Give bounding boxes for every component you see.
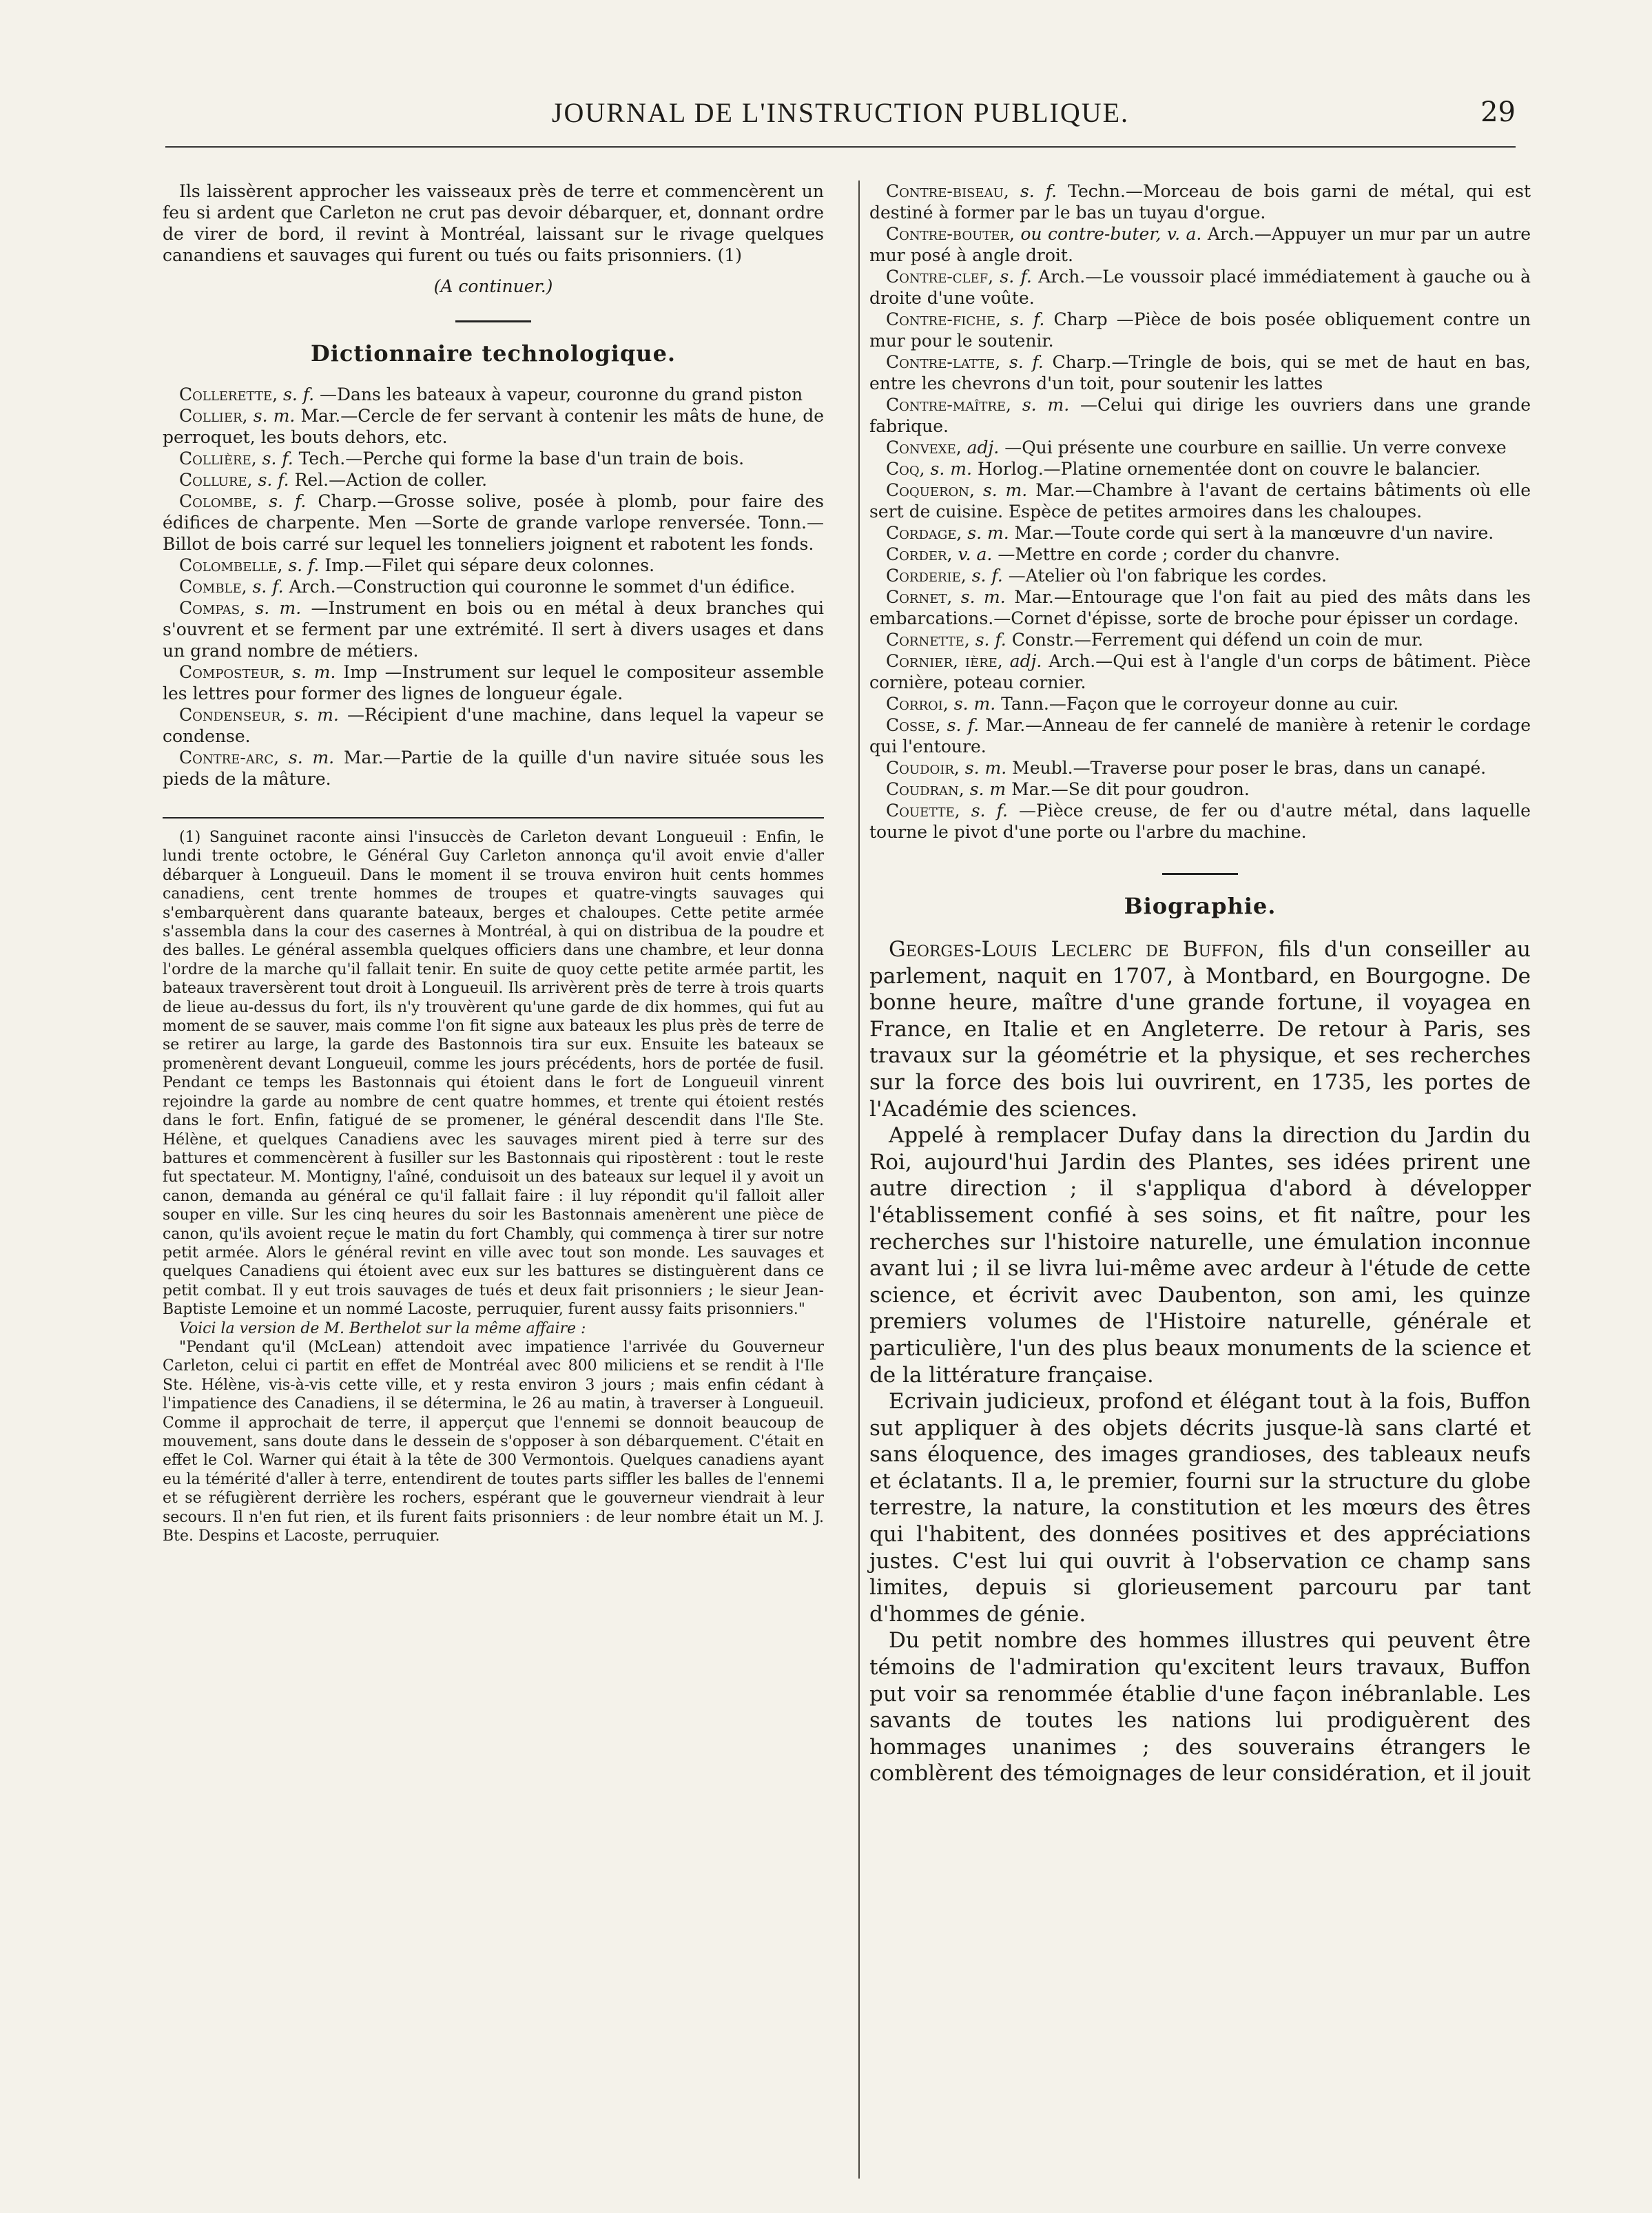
entry-grammar: ou contre-buter, v. a. <box>1014 224 1208 244</box>
entry-grammar: v. a. <box>952 544 998 564</box>
entry-definition: Techn.—Morceau de bois garni de métal, qui est destiné à former par le bas un tuyau d'orgue. <box>869 181 1531 223</box>
dictionary-entry <box>869 458 1531 480</box>
entry-definition: Meubl.—Traverse pour poser le bras, dans un canapé. <box>1012 758 1487 778</box>
dictionary-entry <box>163 704 824 747</box>
entry-term: Compas, <box>179 598 246 618</box>
entry-definition: Arch.—Qui est à l'angle d'un corps de bâtiment. Pièce cornière, poteau cornier. <box>869 651 1531 692</box>
entry-definition: —Atelier où l'on fabrique les cordes. <box>1008 566 1328 586</box>
dictionary-entry <box>869 480 1531 522</box>
entry-term: Collure, <box>179 470 253 490</box>
entry-grammar: s. m. <box>959 758 1013 778</box>
dictionary-entry <box>163 597 824 661</box>
dictionary-entries-right <box>869 181 1531 843</box>
entry-term: Coudran, <box>886 779 964 799</box>
entry-term: Corder, <box>886 544 953 564</box>
entry-term: Cornet, <box>886 587 953 607</box>
entry-definition: Arch.—Construction qui couronne le sommet d'un édifice. <box>289 577 796 597</box>
entry-grammar: s. m. <box>962 523 1015 543</box>
entry-term: Coq, <box>886 459 925 479</box>
entry-definition: Imp —Instrument sur lequel le compositeur assemble les lettres pour former des lignes de longueur égale. <box>163 662 824 703</box>
dictionary-entry <box>869 522 1531 544</box>
dictionary-entry <box>163 747 824 790</box>
entry-definition: —Mettre en corde ; corder du chanvre. <box>998 544 1341 564</box>
entry-grammar: s. f. <box>1009 181 1068 201</box>
dictionary-entry <box>163 576 824 597</box>
section-rule <box>1162 873 1238 875</box>
entry-term: Coudoir, <box>886 758 960 778</box>
footnote-berthelot-intro: Voici la version de M. Berthelot sur la même affaire : <box>179 1319 586 1337</box>
entry-grammar: s. f. <box>252 470 295 490</box>
biography-paragraph <box>869 936 1531 1122</box>
dictionary-heading: Dictionnaire technologique. <box>310 340 677 367</box>
entry-term: Colombe, <box>179 491 258 511</box>
biography-paragraph <box>869 1122 1531 1388</box>
entry-grammar: s. f. <box>960 801 1019 821</box>
biography-paragraph-text: Du petit nombre des hommes illustres qui peuvent être témoins de l'admiration qu'excitent leurs travaux, Buffon put voir sa renommée établie d'une façon inébranlable. Les savants de toutes les nations lui prodiguèrent des hommages unanimes ; des souverains étrangers le comblèrent des témoignages de leur considération, et il jouit <box>869 1628 1531 1787</box>
entry-definition: Imp.—Filet qui sépare deux colonnes. <box>324 555 655 575</box>
entry-term: Contre-latte, <box>886 352 1001 372</box>
dictionary-entry <box>869 693 1531 714</box>
entry-grammar: s. m. <box>1011 395 1081 415</box>
entry-definition: Mar.—Entourage que l'on fait au pied des mâts dans les embarcations.—Cornet d'épisse, sorte de broche pour épisser un cordage. <box>869 587 1531 628</box>
entry-term: Contre-arc, <box>179 748 280 768</box>
journal-title: JOURNAL DE L'INSTRUCTION PUBLIQUE. <box>551 97 1130 128</box>
entry-term: Cordage, <box>886 523 962 543</box>
entry-definition: Mar.—Anneau de fer cannelé de manière à retenir le cordage qui l'entoure. <box>869 715 1531 756</box>
entry-grammar: s. m. <box>245 598 311 618</box>
entry-term: Collière, <box>179 449 257 469</box>
dictionary-entry <box>869 309 1531 351</box>
entry-definition: Mar.—Se dit pour goudron. <box>1011 779 1250 799</box>
biography-paragraph-text: Appelé à remplacer Dufay dans la direction du Jardin du Roi, aujourd'hui Jardin des Plantes, ses idées prirent une autre direction ; il s'appliqua d'abord à développer l'établissement confié à ses soins, et fit naître, pour les recherches sur l'histoire naturelle, une émulation inconnue avant lui ; il se livra lui-même avec ardeur à l'étude de cette science, et écrivit avec Daubenton, son ami, les quinze premiers volumes de l'Histoire naturelle, générale et particulière, l'un des plus beaux monuments de la science et de la littérature française. <box>869 1123 1531 1388</box>
entry-definition: Arch.—Appuyer un mur par un autre mur posé à angle droit. <box>869 224 1531 265</box>
entry-term: Cornier, ière, <box>886 651 1003 671</box>
biography-paragraph-text: fils d'un conseiller au parlement, naquit en 1707, à Montbard, en Bourgogne. De bonne heure, maître d'une grande fortune, il voyagea en France, en Italie et en Angleterre. De retour à Paris, ses travaux sur la géométrie et la physique, et ses recherches sur la force des bois lui ouvrirent, en 1735, les portes de l'Académie des sciences. <box>869 937 1531 1122</box>
dictionary-entry <box>869 800 1531 843</box>
dictionary-entry <box>869 779 1531 800</box>
entry-definition: Tann.—Façon que le corroyeur donne au cuir. <box>1001 694 1399 714</box>
continued-text: Ils laissèrent approcher les vaisseaux près de terre et commencèrent un feu si ardent que Carleton ne crut pas devoir débarquer, et, donnant ordre de virer de bord, il revint à Montréal, laissant sur le rivage quelques canandiens et sauvages qui furent ou tués ou faits prisonniers. (1) <box>163 181 824 265</box>
entry-grammar: s. f. <box>247 577 289 597</box>
entry-definition: —Instrument en bois ou en métal à deux branches qui s'ouvrent et se ferment par une extrémité. Il sert à divers usages et dans un grand nombre de métiers. <box>163 598 824 661</box>
dictionary-entries-left <box>163 384 824 790</box>
footnotes <box>163 817 824 1545</box>
dictionary-entry <box>163 469 824 491</box>
entry-grammar: s. f. <box>256 449 299 469</box>
entry-grammar: s. m. <box>286 705 347 725</box>
entry-grammar: s. m. <box>279 748 344 768</box>
dictionary-entry <box>869 629 1531 650</box>
entry-definition: Arch.—Le voussoir placé immédiatement à gauche ou à droite d'une voûte. <box>869 267 1531 308</box>
entry-definition: Mar.—Cercle de fer servant à contenir les mâts de hune, de perroquet, les bouts dehors, etc. <box>163 406 824 447</box>
dictionary-entry <box>869 650 1531 693</box>
entry-term: Corderie, <box>886 566 967 586</box>
page-number: 29 <box>1480 96 1516 128</box>
entry-term: Convexe, <box>886 438 962 457</box>
entry-grammar: s. m. <box>247 406 301 426</box>
entry-definition: —Récipient d'une machine, dans lequel la vapeur se condense. <box>163 705 824 746</box>
entry-term: Collier, <box>179 406 248 426</box>
dictionary-entry <box>869 544 1531 565</box>
dictionary-entry <box>163 491 824 555</box>
footnote-berthelot: "Pendant qu'il (McLean) attendoit avec impatience l'arrivée du Gouverneur Carleton, celui ci partit en effet de Montréal avec 800 miliciens et se rendit à l'Ile Ste. Hélène, vis-à-vis cette ville, et y resta environ 3 jours ; mais enfin cédant à l'impatience des Canadiens, il se détermina, le 26 au matin, à traverser à Longueuil. Comme il approchait de terre, il apperçut que l'ennemi se donnoit beaucoup de mouvement, sans doute dans le dessein de s'opposer à son débarquement. C'était en effet le Col. Warner qui était à la tête de 300 Vermontois. Quelques canadiens ayant eu la témérité d'aller à terre, entendirent de toutes parts siffler les balles de l'ennemi et se réfugièrent derrière les rochers, espérant que le gouverneur viendrait à leur secours. Il n'en fut rien, et ils furent faits prisonniers : de leur nombre était un M. J. Bte. Despins et Lacoste, perruquier. <box>163 1338 824 1545</box>
entry-definition: Mar.—Toute corde qui sert à la manœuvre d'un navire. <box>1014 523 1494 543</box>
entry-term: Cornette, <box>886 630 970 650</box>
entry-definition: Mar.—Partie de la quille d'un navire située sous les pieds de la mâture. <box>163 748 824 789</box>
entry-definition: Rel.—Action de coller. <box>294 470 488 490</box>
biography-paragraph <box>869 1388 1531 1627</box>
header-rule <box>165 146 1516 148</box>
dictionary-entry <box>869 181 1531 223</box>
to-be-continued: (A continuer.) <box>433 276 553 296</box>
entry-definition: —Dans les bateaux à vapeur, couronne du grand piston <box>320 384 803 404</box>
entry-term: Contre-biseau, <box>886 181 1009 201</box>
entry-term: Contre-fiche, <box>886 309 1001 329</box>
entry-grammar: s. m. <box>974 480 1036 500</box>
dictionary-entry <box>869 394 1531 437</box>
entry-definition: Horlog.—Platine ornementée dont on couvre le balancier. <box>977 459 1481 479</box>
entry-definition: —Qui présente une courbure en saillie. Un verre convexe <box>1004 438 1507 457</box>
dictionary-entry <box>163 448 824 469</box>
entry-term: Contre-maître, <box>886 395 1011 415</box>
entry-definition: Constr.—Ferrement qui défend un coin de mur. <box>1011 630 1423 650</box>
entry-grammar: s. f. <box>969 630 1012 650</box>
entry-grammar: s. m. <box>285 662 344 682</box>
entry-grammar: s. f. <box>940 715 986 735</box>
dictionary-entry <box>869 266 1531 309</box>
dictionary-entry <box>869 437 1531 458</box>
entry-term: Condenseur, <box>179 705 287 725</box>
entry-definition: Mar.—Chambre à l'avant de certains bâtiments où elle sert de cuisine. Espèce de petites armoires dans les chaloupes. <box>869 480 1531 522</box>
entry-term: Colombelle, <box>179 555 283 575</box>
column-divider <box>858 181 860 2179</box>
left-column <box>163 181 824 1545</box>
right-column <box>869 181 1531 1787</box>
entry-term: Comble, <box>179 577 247 597</box>
biography-paragraph <box>869 1627 1531 1787</box>
entry-grammar: adj. <box>961 438 1005 457</box>
entry-grammar: s. f. <box>1000 352 1053 372</box>
entry-definition: Charp.—Tringle de bois, qui se met de haut en bas, entre les chevrons d'un toit, pour soutenir les lattes <box>869 352 1531 393</box>
dictionary-entry <box>163 384 824 405</box>
entry-grammar: s. f. <box>282 555 325 575</box>
entry-term: Composteur, <box>179 662 285 682</box>
entry-term: Cosse, <box>886 715 941 735</box>
page-header <box>165 96 1516 135</box>
entry-definition: —Pièce creuse, de fer ou d'autre métal, dans laquelle tourne le pivot d'une porte ou l'arbre du machine. <box>869 801 1531 842</box>
entry-grammar: s. f. <box>278 384 320 404</box>
entry-definition: —Celui qui dirige les ouvriers dans une grande fabrique. <box>869 395 1531 436</box>
biography-paragraph-text: Ecrivain judicieux, profond et élégant tout à la fois, Buffon sut appliquer à des objets décrits jusque-là sans clarté et sans éloquence, des images grandioses, des tableaux neufs et éclatants. Il a, le premier, fourni sur la structure du globe terrestre, la nature, la constitution et les mœurs des êtres qui l'habitent, des données positives et des appréciations justes. C'est lui qui ouvrit à l'observation ce champ sans limites, depuis si glorieusement parcouru par tant d'hommes de génie. <box>869 1389 1531 1627</box>
dictionary-entry <box>869 757 1531 779</box>
entry-term: Couette, <box>886 801 960 821</box>
entry-grammar: s. f. <box>993 267 1039 287</box>
entry-definition: Tech.—Perche qui forme la base d'un train de bois. <box>298 449 745 469</box>
entry-term: Collerette, <box>179 384 278 404</box>
entry-grammar: s. m. <box>952 587 1015 607</box>
entry-grammar: s. f. <box>1000 309 1054 329</box>
section-rule <box>455 320 531 322</box>
entry-grammar: s. f. <box>966 566 1009 586</box>
biography-subject: Georges-Louis Leclerc de Buffon, <box>889 937 1265 962</box>
biography-text <box>869 936 1531 1787</box>
entry-definition: Charp.—Grosse solive, posée à plomb, pour faire des édifices de charpente. Men —Sorte de grande varlope renversée. Tonn.—Billot de bois carré sur lequel les tonneliers joignent et rabotent les fonds. <box>163 491 824 554</box>
entry-grammar: adj. <box>1002 651 1049 671</box>
entry-grammar: s. m. <box>948 694 1002 714</box>
dictionary-entry <box>163 405 824 448</box>
dictionary-entry <box>163 555 824 576</box>
dictionary-entry <box>869 714 1531 757</box>
dictionary-entry <box>869 223 1531 266</box>
entry-term: Contre-clef, <box>886 267 994 287</box>
footnote-sanguinet: (1) Sanguinet raconte ainsi l'insuccès de Carleton devant Longueuil : Enfin, le lundi trente octobre, le Général Guy Carleton annonça qu'il avoit envie d'aller débarquer à Longueuil. Dans le moment il se trouva environ huit cents hommes canadiens, cent trente hommes de troupes et quatre-vingts sauvages qui s'embarquèrent dans quarante bateaux, berges et chaloupes. Cette petite armée s'assembla dans la cour des casernes à Montréal, à qui on distribua de la poudre et des balles. Le général assembla quelques officiers dans une chambre, et leur donna l'ordre de la marche qu'il fallait tenir. En suite de quoy cette petite armée partit, les bateaux traversèrent tout droit à Longueuil. Ils arrivèrent près de terre à trois quarts de lieue au-dessus du fort, ils n'y trouvèrent qu'une garde de dix hommes, qui fut au moment de se sauver, mais comme l'on fit signe aux bateaux les plus près de terre de se retirer au large, la garde des Bastonnois tira sur eux. Ensuite les bateaux se promenèrent devant Longueuil, comme les jours précédents, hors de portée de fusil. Pendant ce temps les Bastonnais qui étoient dans le fort de Longueuil vinrent rejoindre la garde au nombre de cent quatre hommes, et trente qui étoient restés dans le fort. Enfin, fatigué de se promener, le général descendit dans l'Ile Ste. Hélène, et quelques Canadiens avec les sauvages mirent pied à terre sur des battures et commencèrent à fusiller sur les Bastonnais qui ripostèrent : tout le reste fut spectateur. M. Montigny, l'aîné, conduisoit un des bateaux sur lequel il y avoit un canon, demanda au général ce qu'il fallait faire : il luy répondit qu'il falloit aller souper en ville. Sur les cinq heures du soir les Bastonnais amenèrent une pièce de canon, qu'ils avoient reçue le matin du fort Chambly, qui commença à tirer sur notre petit armée. Alors le général revint en ville avec tout son monde. Les sauvages et quelques Canadiens qui étoient avec eux sur les battures se distinguèrent dans ce petit combat. Il y eut trois sauvages de tués et deux fait prisonniers ; le sieur Jean-Baptiste Lemoine et un nommé Lacoste, perruquier, furent aussy faits prisonniers." <box>163 829 824 1319</box>
dictionary-entry <box>869 565 1531 586</box>
entry-term: Contre-bouter, <box>886 224 1015 244</box>
entry-grammar: s. m <box>964 779 1012 799</box>
entry-grammar: s. f. <box>257 491 318 511</box>
entry-term: Coqueron, <box>886 480 975 500</box>
entry-definition: Charp —Pièce de bois posée obliquement contre un mur pour le soutenir. <box>869 309 1531 351</box>
dictionary-entry <box>163 661 824 704</box>
biography-heading: Biographie. <box>1124 893 1277 919</box>
entry-grammar: s. m. <box>925 459 978 479</box>
dictionary-entry <box>869 351 1531 394</box>
entry-term: Corroi, <box>886 694 949 714</box>
dictionary-entry <box>869 586 1531 629</box>
